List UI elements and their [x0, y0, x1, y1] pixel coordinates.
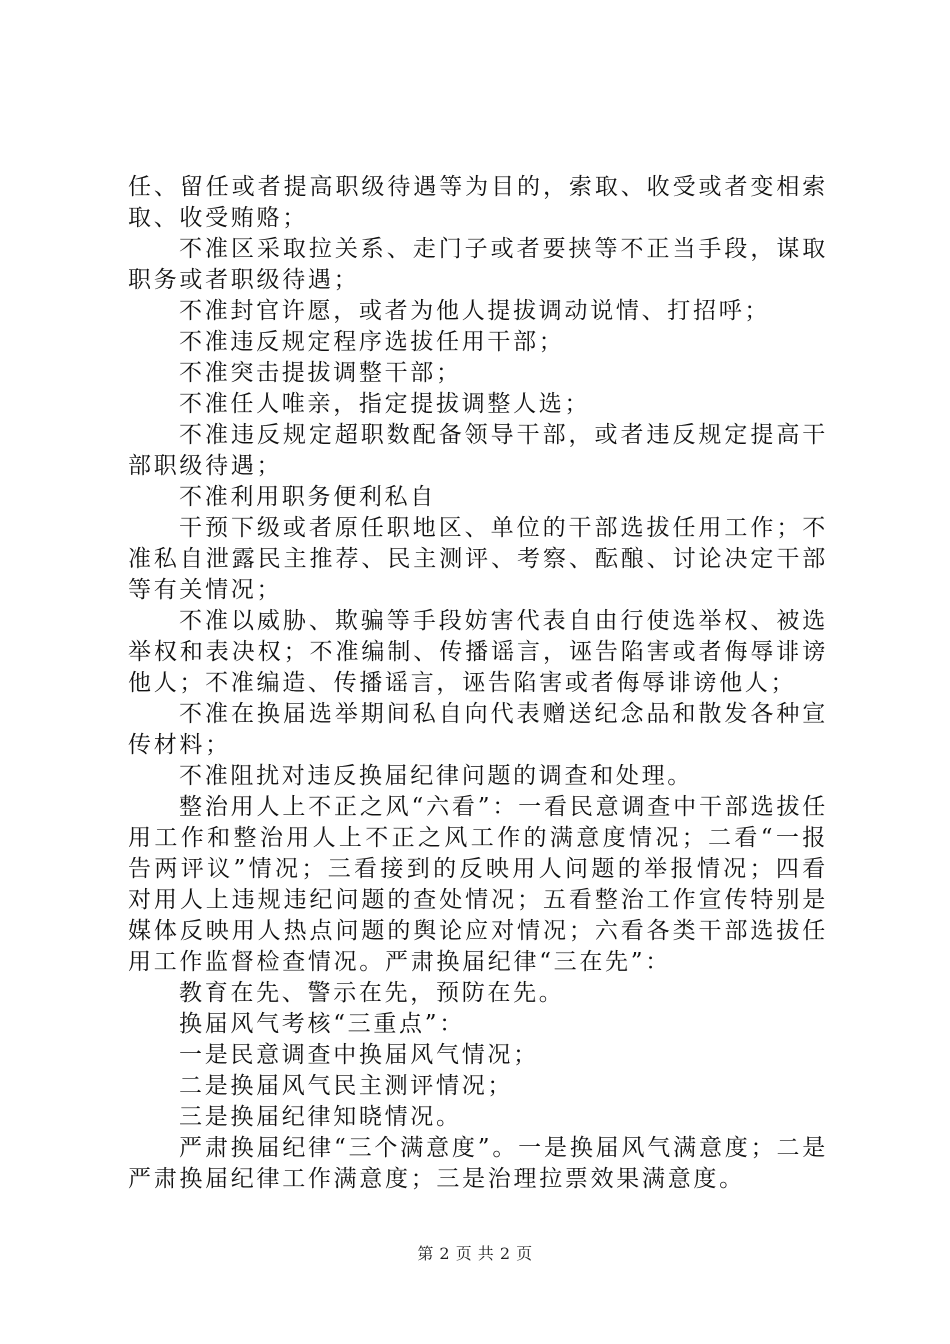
body-paragraph: 不准利用职务便利私自 — [179, 484, 436, 510]
body-paragraph: 不准封官许愿，或者为他人提拔调动说情、打招呼； — [179, 298, 771, 324]
body-paragraph: 换届风气考核“三重点”： — [179, 1011, 465, 1037]
body-paragraph: 不准突击提拔调整干部； — [179, 360, 462, 386]
document-body — [128, 172, 828, 1195]
body-paragraph: 不准任人唯亲，指定提拔调整人选； — [179, 391, 591, 417]
body-paragraph: 二是换届风气民主测评情况； — [179, 1073, 514, 1099]
body-paragraph: 三是换届纪律知晓情况。 — [179, 1104, 462, 1130]
body-paragraph: 不准区采取拉关系、走门子或者要挟等不正当手段，谋取职务或者职级待遇； — [128, 236, 828, 293]
body-paragraph: 严肃换届纪律“三个满意度”。一是换届风气满意度；二是严肃换届纪律工作满意度；三是治理拉票效果满意度。 — [128, 1135, 828, 1192]
body-paragraph: 整治用人上不正之风“六看”：一看民意调查中干部选拔任用工作和整治用人上不正之风工作的满意度情况；二看“一报告两评议”情况；三看接到的反映用人问题的举报情况；四看对用人上违规违纪问题的查处情况；五看整治工作宣传特别是媒体反映用人热点问题的舆论应对情况；六看各类干部选拔任用工作监督检查情况。严肃换届纪律“三在先”： — [128, 794, 828, 975]
body-paragraph: 不准违反规定程序选拔任用干部； — [179, 329, 565, 355]
body-paragraph: 一是民意调查中换届风气情况； — [179, 1042, 539, 1068]
body-paragraph: 干预下级或者原任职地区、单位的干部选拔任用工作；不准私自泄露民主推荐、民主测评、考察、酝酿、讨论决定干部等有关情况； — [128, 515, 828, 603]
body-paragraph: 不准违反规定超职数配备领导干部，或者违反规定提高干部职级待遇； — [128, 422, 828, 479]
body-paragraph: 教育在先、警示在先，预防在先。 — [179, 980, 565, 1006]
body-paragraph: 不准阻扰对违反换届纪律问题的调查和处理。 — [179, 763, 693, 789]
body-paragraph: 不准以威胁、欺骗等手段妨害代表自由行使选举权、被选举权和表决权；不准编制、传播谣言，诬告陷害或者侮辱诽谤他人；不准编造、传播谣言，诬告陷害或者侮辱诽谤他人； — [128, 608, 828, 696]
page-footer: 第 2 页 共 2 页 — [417, 1244, 533, 1263]
body-paragraph: 不准在换届选举期间私自向代表赠送纪念品和散发各种宣传材料； — [128, 701, 828, 758]
body-paragraph: 任、留任或者提高职级待遇等为目的，索取、收受或者变相索取、收受贿赂； — [128, 174, 828, 231]
